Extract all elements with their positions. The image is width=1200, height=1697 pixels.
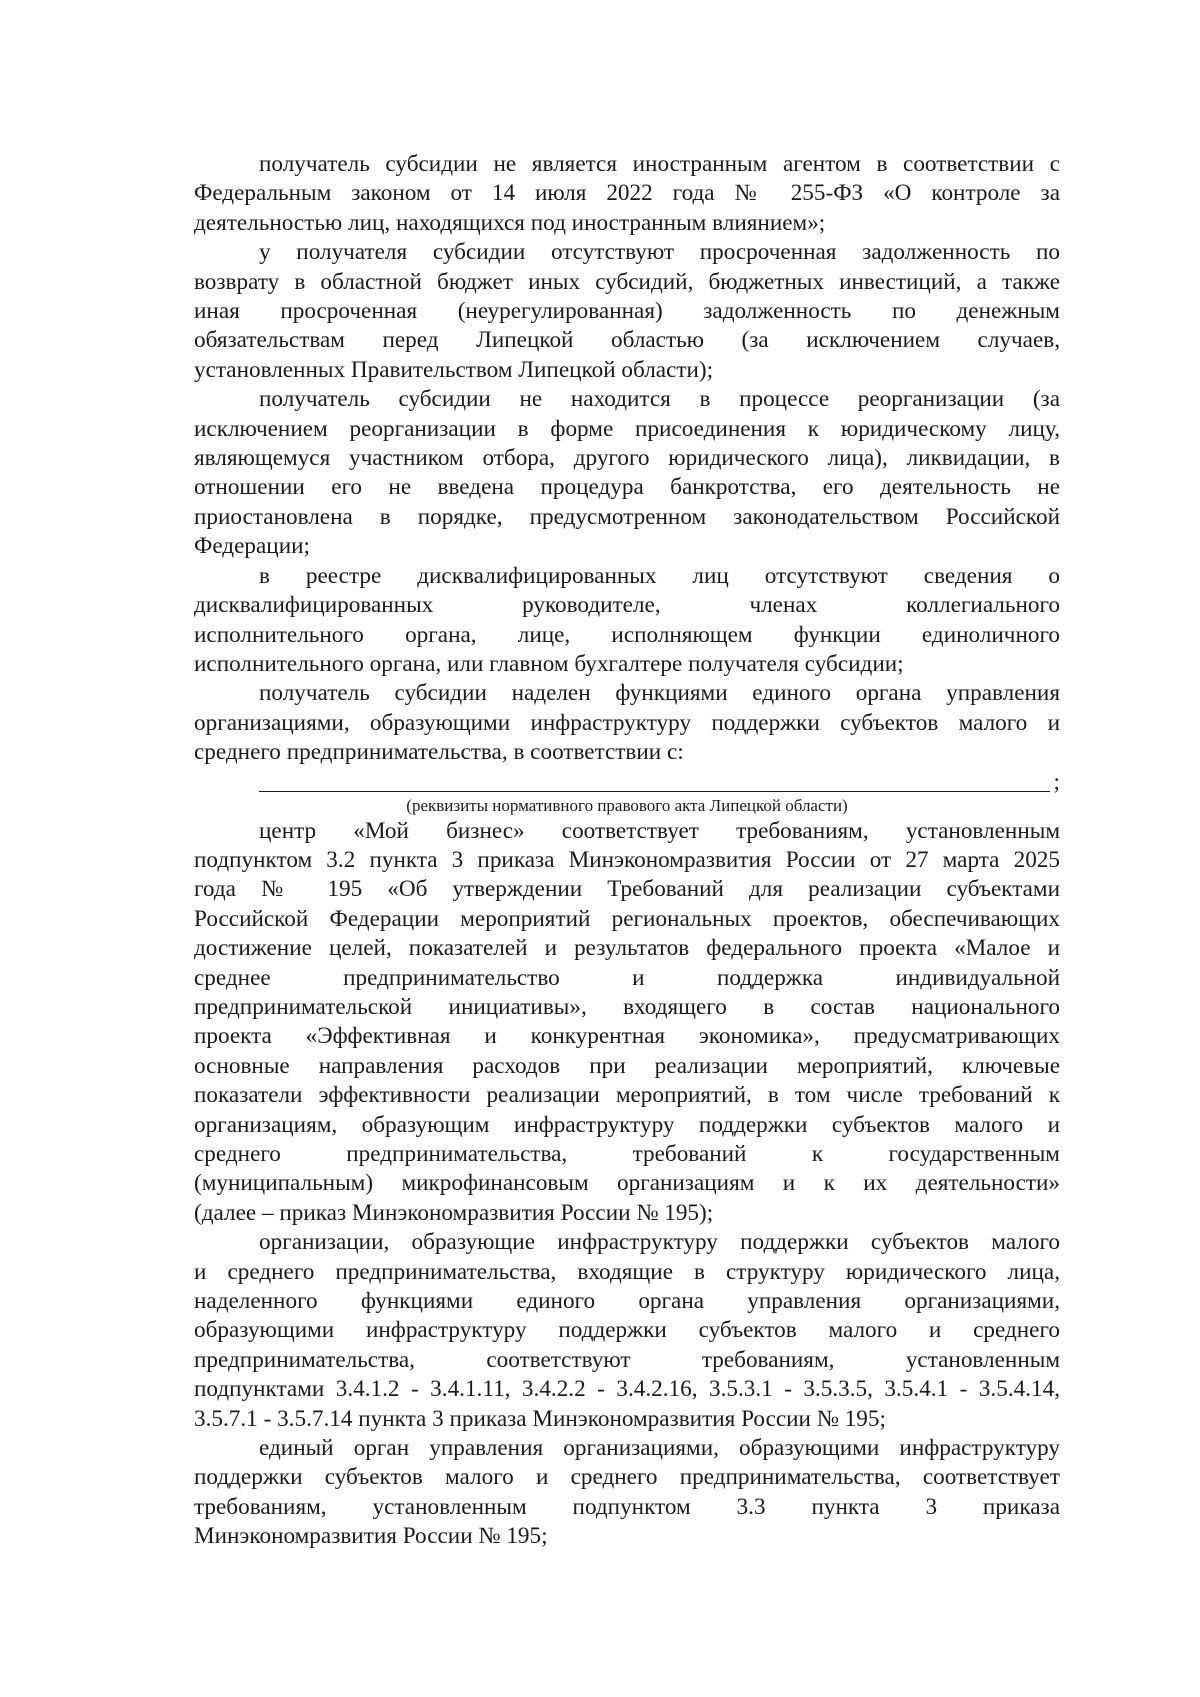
paragraph-line: основные направления расходов при реализации мероприятий, ключевые [194, 1052, 1060, 1079]
paragraph-line: у получателя субсидии отсутствуют просроченная задолженность по [259, 239, 1060, 266]
paragraph [194, 238, 1060, 385]
paragraph-line: единый орган управления организациями, образующими инфраструктуру [259, 1435, 1060, 1462]
paragraph-line: (муниципальным) микрофинансовым организациям и к их деятельности» [194, 1170, 1060, 1197]
paragraph-line: и среднего предпринимательства, входящие в структуру юридического лица, [194, 1258, 1060, 1285]
paragraph-line: получатель субсидии не является иностранным агентом в соответствии с [259, 151, 1060, 177]
paragraph [194, 679, 1060, 767]
paragraph-line: возврату в областной бюджет иных субсидий, бюджетных инвестиций, а также [194, 268, 1060, 295]
blank-fill-line [259, 791, 1050, 792]
paragraph-line: установленных Правительством Липецкой области); [194, 356, 714, 383]
paragraph-line: наделенного функциями единого органа управления организациями, [194, 1288, 1060, 1315]
paragraph-line: среднее предпринимательство и поддержка индивидуальной [194, 964, 1060, 991]
document-body [194, 150, 1060, 1552]
paragraph-line: организациям, образующим инфраструктуру поддержки субъектов малого и [194, 1111, 1060, 1138]
paragraph-line: организациями, образующими инфраструктуру поддержки субъектов малого и [194, 709, 1060, 736]
paragraph-line: исполнительного органа, лице, исполняющем функции единоличного [194, 621, 1060, 648]
blank-caption: (реквизиты нормативного правового акта Липецкой области) [406, 795, 848, 815]
paragraph-line: проекта «Эффективная и конкурентная экономика», предусматривающих [194, 1023, 1060, 1050]
paragraph-line: Федерации; [194, 533, 310, 560]
paragraph [194, 1228, 1060, 1434]
paragraph-line: организации, образующие инфраструктуру поддержки субъектов малого [259, 1229, 1060, 1256]
paragraph-line: 3.5.7.1 - 3.5.7.14 пункта 3 приказа Минэкономразвития России № 195; [194, 1405, 886, 1432]
paragraphs-before-blank [194, 150, 1060, 768]
paragraph-line: исполнительного органа, или главном бухгалтере получателя субсидии; [194, 650, 904, 677]
paragraph-line: дисквалифицированных руководителе, членах коллегиального [194, 592, 1060, 619]
paragraph-line: отношении его не введена процедура банкротства, его деятельность не [194, 474, 1060, 501]
paragraph [194, 817, 1060, 1229]
paragraph-line: в реестре дисквалифицированных лиц отсутствуют сведения о [259, 562, 1060, 589]
paragraph-line: среднего предпринимательства, в соответствии с: [194, 739, 684, 766]
paragraph-line: деятельностью лиц, находящихся под иностранным влиянием»; [194, 209, 826, 236]
paragraph-line: являющемуся участником отбора, другого юридического лица), ликвидации, в [194, 445, 1060, 472]
paragraph-line: Российской Федерации мероприятий региональных проектов, обеспечивающих [194, 905, 1060, 932]
paragraph-line: достижение целей, показателей и результатов федерального проекта «Малое и [194, 935, 1060, 962]
paragraph-line: подпунктами 3.4.1.2 - 3.4.1.11, 3.4.2.2 - 3.4.2.16, 3.5.3.1 - 3.5.3.5, 3.5.4.1 - 3.5.4.14, [194, 1376, 1060, 1403]
paragraph-line: обязательствам перед Липецкой областью (за исключением случаев, [194, 327, 1060, 354]
paragraphs-after-blank [194, 817, 1060, 1552]
paragraph-line: Федеральным законом от 14 июля 2022 года № 255-ФЗ «О контроле за [194, 180, 1060, 207]
paragraph-line: Минэкономразвития России № 195; [194, 1523, 548, 1550]
paragraph [194, 1434, 1060, 1552]
paragraph-line: образующими инфраструктуру поддержки субъектов малого и среднего [194, 1317, 1060, 1344]
paragraph-line: приостановлена в порядке, предусмотренном законодательством Российской [194, 503, 1060, 530]
blank-terminator: ; [1053, 769, 1060, 796]
paragraph-line: подпунктом 3.2 пункта 3 приказа Минэкономразвития России от 27 марта 2025 [194, 846, 1060, 873]
paragraph-line: требованиям, установленным подпунктом 3.3 пункта 3 приказа [194, 1493, 1060, 1520]
paragraph-line: (далее – приказ Минэкономразвития России № 195); [194, 1199, 714, 1226]
paragraph-line: года № 195 «Об утверждении Требований для реализации субъектами [194, 876, 1060, 903]
paragraph-line: среднего предпринимательства, требований к государственным [194, 1141, 1060, 1167]
paragraph-line: исключением реорганизации в форме присоединения к юридическому лицу, [194, 415, 1060, 442]
paragraph [194, 150, 1060, 238]
paragraph-line: предпринимательской инициативы», входящего в состав национального [194, 993, 1060, 1020]
paragraph-line: получатель субсидии не находится в процессе реорганизации (за [259, 386, 1060, 413]
paragraph-line: центр «Мой бизнес» соответствует требованиям, установленным [259, 817, 1060, 844]
paragraph-line: поддержки субъектов малого и среднего предпринимательства, соответствует [194, 1464, 1060, 1491]
paragraph-line: иная просроченная (неурегулированная) задолженность по денежным [194, 298, 1060, 325]
paragraph [194, 562, 1060, 680]
paragraph [194, 385, 1060, 561]
paragraph-line: предпринимательства, соответствуют требованиям, установленным [194, 1346, 1060, 1373]
blank-field-row [194, 768, 1060, 798]
paragraph-line: показатели эффективности реализации мероприятий, в том числе требований к [194, 1082, 1060, 1109]
paragraph-line: получатель субсидии наделен функциями единого органа управления [259, 680, 1060, 707]
